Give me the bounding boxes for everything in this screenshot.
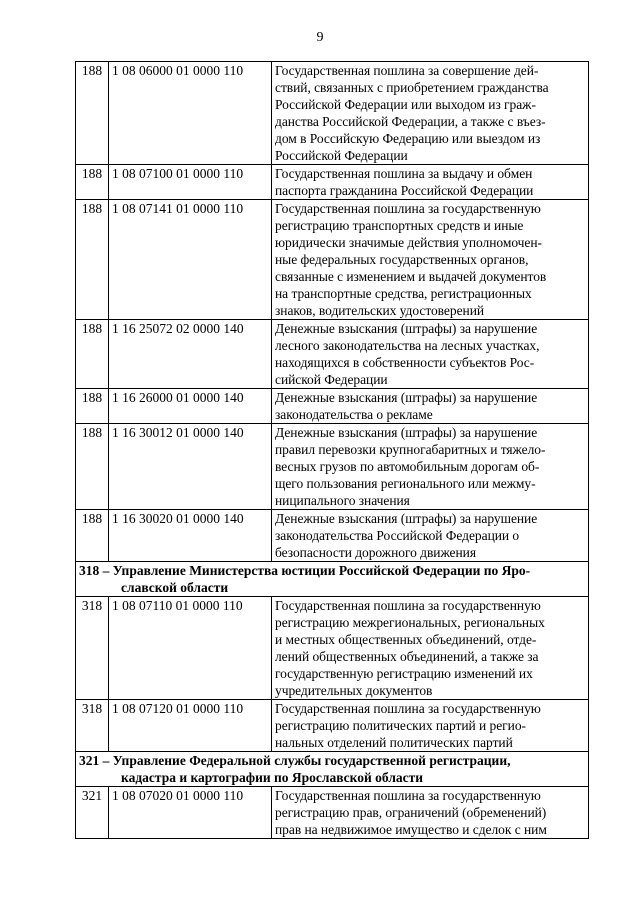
revenue-description	[272, 62, 589, 165]
section-title-line: кадастра и картографии по Ярославской области	[121, 770, 424, 785]
description-line: регистрацию транспортных средств и иные	[275, 218, 524, 233]
description-line: Денежные взыскания (штрафы) за нарушение	[275, 390, 538, 405]
description-line: законодательства о рекламе	[275, 407, 433, 422]
description-line: и местных общественных объединений, отде-	[275, 632, 537, 647]
page-number: 9	[316, 30, 324, 45]
administrator-code: 188	[76, 62, 109, 165]
description-line: Государственная пошлина за государственную	[275, 701, 541, 716]
revenue-description	[272, 510, 589, 562]
description-line: учредительных документов	[275, 683, 433, 698]
description-line: находящихся в собственности субъектов Рос-	[275, 355, 535, 370]
table-row	[76, 200, 589, 320]
description-line: лесного законодательства на лесных участках,	[275, 338, 540, 353]
description-line: прав на недвижимое имущество и сделок с ним	[275, 822, 547, 837]
description-line: Государственная пошлина за выдачу и обмен	[275, 166, 533, 181]
administrator-code: 318	[76, 700, 109, 752]
description-line: Государственная пошлина за государственную	[275, 788, 541, 803]
description-line: Государственная пошлина за государственную	[275, 201, 541, 216]
revenue-description	[272, 787, 589, 839]
table-row	[76, 320, 589, 389]
budget-classification-code: 1 16 30012 01 0000 140	[109, 424, 272, 510]
administrator-code: 188	[76, 510, 109, 562]
revenue-description	[272, 597, 589, 700]
table-row	[76, 165, 589, 200]
description-line: государственную регистрацию изменений их	[275, 666, 533, 681]
description-line: регистрацию политических партий и регио-	[275, 718, 526, 733]
revenue-description	[272, 320, 589, 389]
budget-classification-code: 1 16 30020 01 0000 140	[109, 510, 272, 562]
budget-classification-code: 1 08 07020 01 0000 110	[109, 787, 272, 839]
description-line: законодательства Российской Федерации о	[275, 528, 520, 543]
description-line: Денежные взыскания (штрафы) за нарушение	[275, 511, 538, 526]
budget-classification-code: 1 16 26000 01 0000 140	[109, 389, 272, 424]
description-line: данства Российской Федерации, а также с въез-	[275, 114, 546, 129]
description-line: Государственная пошлина за государственную	[275, 598, 541, 613]
revenue-description	[272, 424, 589, 510]
section-header-row	[76, 562, 589, 597]
description-line: Российской Федерации или выходом из граж-	[275, 97, 536, 112]
budget-classification-code: 1 08 06000 01 0000 110	[109, 62, 272, 165]
budget-classification-code: 1 08 07120 01 0000 110	[109, 700, 272, 752]
section-title-line: славской области	[121, 580, 229, 595]
administrator-code: 321	[76, 787, 109, 839]
administrator-code: 188	[76, 200, 109, 320]
section-header-row	[76, 752, 589, 787]
description-line: на транспортные средства, регистрационных	[275, 286, 532, 301]
description-line: Государственная пошлина за совершение дей-	[275, 63, 539, 78]
revenue-description	[272, 165, 589, 200]
description-line: регистрацию прав, ограничений (обременений)	[275, 805, 547, 820]
description-line: сийской Федерации	[275, 372, 388, 387]
description-line: ствий, связанных с приобретением гражданства	[275, 80, 549, 95]
description-line: знаков, водительских удостоверений	[275, 303, 485, 318]
administrator-code: 188	[76, 424, 109, 510]
revenue-description	[272, 700, 589, 752]
table-row	[76, 510, 589, 562]
table-row	[76, 389, 589, 424]
description-line: связанные с изменением и выдачей документов	[275, 269, 547, 284]
description-line: регистрацию межрегиональных, региональных	[275, 615, 545, 630]
table-row	[76, 424, 589, 510]
description-line: ные федеральных государственных органов,	[275, 252, 529, 267]
budget-codes-table	[75, 61, 589, 839]
section-title	[76, 752, 589, 787]
administrator-code: 188	[76, 320, 109, 389]
description-line: безопасности дорожного движения	[275, 545, 476, 560]
budget-classification-code: 1 08 07141 01 0000 110	[109, 200, 272, 320]
section-title-line: 321 – Управление Федеральной службы государственной регистрации,	[79, 753, 511, 768]
revenue-description	[272, 200, 589, 320]
description-line: Денежные взыскания (штрафы) за нарушение	[275, 425, 538, 440]
description-line: правил перевозки крупногабаритных и тяжело-	[275, 442, 546, 457]
description-line: паспорта гражданина Российской Федерации	[275, 183, 534, 198]
description-line: дом в Российскую Федерацию или выездом из	[275, 131, 541, 146]
budget-classification-code: 1 16 25072 02 0000 140	[109, 320, 272, 389]
description-line: юридически значимые действия уполномочен-	[275, 235, 542, 250]
administrator-code: 318	[76, 597, 109, 700]
table-row	[76, 787, 589, 839]
table-row	[76, 700, 589, 752]
description-line: весных грузов по автомобильным дорогам об-	[275, 459, 540, 474]
budget-classification-code: 1 08 07100 01 0000 110	[109, 165, 272, 200]
administrator-code: 188	[76, 165, 109, 200]
section-title-line: 318 – Управление Министерства юстиции Российской Федерации по Яро-	[79, 563, 531, 578]
description-line: щего пользования регионального или межму-	[275, 476, 536, 491]
description-line: Денежные взыскания (штрафы) за нарушение	[275, 321, 538, 336]
description-line: лений общественных объединений, а также за	[275, 649, 539, 664]
budget-classification-code: 1 08 07110 01 0000 110	[109, 597, 272, 700]
description-line: Российской Федерации	[275, 148, 408, 163]
description-line: ниципального значения	[275, 493, 410, 508]
section-title	[76, 562, 589, 597]
table-row	[76, 597, 589, 700]
description-line: нальных отделений политических партий	[275, 735, 513, 750]
table-body	[76, 62, 589, 839]
table-row	[76, 62, 589, 165]
revenue-description	[272, 389, 589, 424]
administrator-code: 188	[76, 389, 109, 424]
